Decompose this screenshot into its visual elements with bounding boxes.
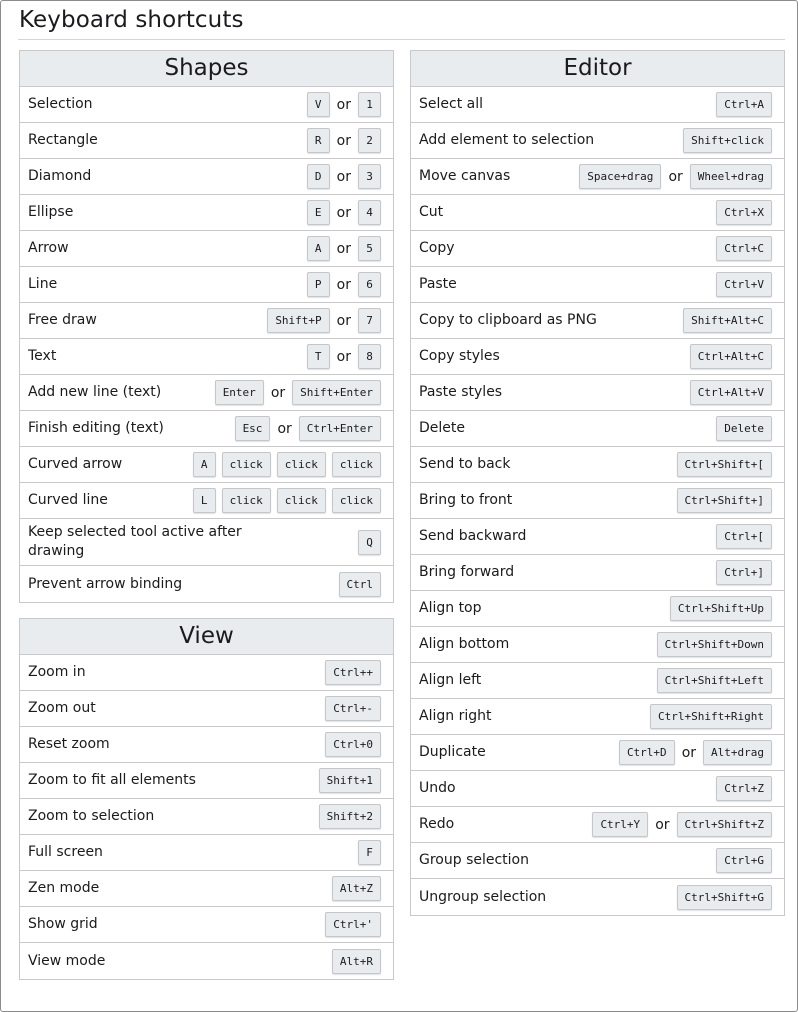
key-badge: Shift+1 (319, 768, 381, 793)
shortcut-row-bring-forward (411, 555, 784, 591)
key-badge: Ctrl (339, 572, 382, 597)
shapes-heading: Shapes (20, 51, 393, 87)
shortcut-row-zoom-in (20, 655, 393, 691)
shortcut-keys (690, 380, 772, 405)
shortcut-keys (332, 949, 381, 974)
shortcut-row-diamond (20, 159, 393, 195)
shortcut-label: Zoom to fit all elements (28, 772, 196, 788)
shortcut-label: Prevent arrow binding (28, 575, 183, 592)
key-badge: D (307, 164, 330, 189)
shortcut-row-prevent-arrow-binding (20, 566, 393, 602)
shortcut-label: Curved arrow (28, 456, 123, 472)
key-badge: Ctrl+X (716, 200, 772, 225)
shortcut-keys (677, 488, 772, 513)
editor-section (410, 50, 785, 916)
key-badge: Ctrl++ (325, 660, 381, 685)
shortcut-row-redo (411, 807, 784, 843)
shortcut-label: Copy to clipboard as PNG (419, 312, 597, 328)
shortcut-row-text (20, 339, 393, 375)
shortcut-label: Select all (419, 96, 483, 112)
shortcut-keys (193, 452, 381, 477)
shortcut-keys (716, 776, 772, 801)
shortcut-row-align-left (411, 663, 784, 699)
or-separator: or (336, 240, 351, 257)
shortcut-keys (358, 530, 381, 555)
shortcut-row-paste (411, 267, 784, 303)
or-separator: or (681, 744, 697, 761)
key-badge: Ctrl+Shift+Down (657, 632, 772, 657)
shortcut-row-select-all (411, 87, 784, 123)
shortcut-row-align-bottom (411, 627, 784, 663)
shortcut-keys (716, 236, 772, 261)
shortcut-keys (657, 668, 772, 693)
or-separator: or (655, 816, 670, 833)
shortcut-row-full-screen (20, 835, 393, 871)
key-badge: Ctrl+Z (716, 776, 772, 801)
key-badge: Ctrl+0 (325, 732, 381, 757)
key-badge: 1 (358, 92, 381, 117)
shortcut-keys (670, 596, 772, 621)
view-heading: View (20, 619, 393, 655)
shortcut-label: Duplicate (419, 744, 486, 760)
shortcut-label: Cut (419, 204, 444, 220)
shortcut-row-cut (411, 195, 784, 231)
shortcut-label: Add element to selection (419, 132, 595, 148)
key-badge: L (193, 488, 216, 513)
key-badge: Ctrl+G (716, 848, 772, 873)
shortcut-label: Send to back (419, 456, 511, 472)
key-badge: V (307, 92, 330, 117)
key-badge: click (332, 452, 381, 477)
key-badge: Shift+2 (319, 804, 381, 829)
or-separator: or (336, 348, 351, 365)
shortcut-label: Line (28, 276, 58, 292)
shortcut-label: Zoom out (28, 700, 96, 716)
shortcut-row-send-to-back (411, 447, 784, 483)
shortcut-keys (267, 308, 381, 333)
or-separator: or (277, 420, 292, 437)
key-badge: Ctrl+[ (716, 524, 772, 549)
shortcut-keys (215, 380, 381, 405)
shortcut-row-curved-arrow (20, 447, 393, 483)
key-badge: Shift+P (267, 308, 329, 333)
shortcut-keys (307, 164, 381, 189)
shortcut-label: Show grid (28, 916, 98, 932)
shortcut-keys (592, 812, 772, 837)
shortcut-row-align-right (411, 699, 784, 735)
shortcut-label: Copy styles (419, 348, 500, 364)
key-badge: R (307, 128, 330, 153)
key-badge: Ctrl+Shift+Left (657, 668, 772, 693)
shortcut-label: Reset zoom (28, 736, 110, 752)
shortcut-label: Rectangle (28, 132, 98, 148)
key-badge: P (307, 272, 330, 297)
shortcut-keys (716, 560, 772, 585)
shortcut-keys (325, 660, 381, 685)
or-separator: or (336, 276, 351, 293)
key-badge: E (307, 200, 330, 225)
shortcut-row-paste-styles (411, 375, 784, 411)
key-badge: A (307, 236, 330, 261)
shortcut-row-zoom-to-selection (20, 799, 393, 835)
key-badge: Esc (235, 416, 271, 441)
shortcut-keys (319, 804, 381, 829)
shortcut-keys (339, 572, 382, 597)
key-badge: Ctrl+V (716, 272, 772, 297)
key-badge: Ctrl+- (325, 696, 381, 721)
shortcut-keys (579, 164, 772, 189)
key-badge: click (277, 452, 326, 477)
shortcut-row-bring-to-front (411, 483, 784, 519)
shortcut-row-send-backward (411, 519, 784, 555)
key-badge: 7 (358, 308, 381, 333)
or-separator: or (336, 168, 351, 185)
shortcut-row-undo (411, 771, 784, 807)
shortcut-row-reset-zoom (20, 727, 393, 763)
shortcut-row-copy-as-png (411, 303, 784, 339)
shortcut-keys (332, 876, 381, 901)
shortcut-row-zoom-out (20, 691, 393, 727)
shortcut-label: Full screen (28, 844, 103, 860)
shortcut-keys (677, 885, 772, 910)
shortcut-row-move-canvas (411, 159, 784, 195)
shortcut-keys (235, 416, 381, 441)
shortcut-label: Group selection (419, 852, 529, 868)
shortcut-row-copy-styles (411, 339, 784, 375)
key-badge: Ctrl+Shift+[ (677, 452, 772, 477)
shortcut-label: Ungroup selection (419, 888, 547, 905)
shortcut-label: Curved line (28, 492, 108, 508)
key-badge: 8 (358, 344, 381, 369)
shortcut-label: Move canvas (419, 168, 511, 184)
shortcut-keys (193, 488, 381, 513)
shortcut-label: Redo (419, 816, 455, 832)
shortcut-keys (683, 308, 772, 333)
key-badge: A (193, 452, 216, 477)
title-divider (18, 39, 785, 40)
shortcut-row-free-draw (20, 303, 393, 339)
shortcut-label: Align bottom (419, 636, 510, 652)
shortcut-keys (716, 524, 772, 549)
shortcut-row-delete (411, 411, 784, 447)
shortcut-label: Zoom to selection (28, 808, 155, 824)
key-badge: Alt+drag (703, 740, 772, 765)
or-separator: or (336, 204, 351, 221)
shortcut-label: Diamond (28, 168, 92, 184)
shortcut-label: Bring to front (419, 492, 513, 508)
shortcut-row-curved-line (20, 483, 393, 519)
shortcut-label: Send backward (419, 528, 527, 544)
key-badge: Ctrl+Shift+G (677, 885, 772, 910)
or-separator: or (668, 168, 683, 185)
shortcut-keys (307, 128, 381, 153)
shortcut-keys (677, 452, 772, 477)
shortcut-label: Paste (419, 276, 457, 292)
shortcut-keys (319, 768, 381, 793)
shortcut-label: Copy (419, 240, 455, 256)
key-badge: Ctrl+Y (592, 812, 648, 837)
shortcut-label: Delete (419, 420, 465, 436)
shortcut-label: Align top (419, 600, 482, 616)
key-badge: Ctrl+D (619, 740, 675, 765)
shortcut-row-selection (20, 87, 393, 123)
shortcut-keys (307, 236, 381, 261)
shortcut-row-group-selection (411, 843, 784, 879)
shortcut-row-ungroup-selection (411, 879, 784, 915)
key-badge: Alt+Z (332, 876, 381, 901)
shortcut-label: Arrow (28, 240, 69, 256)
shortcut-label: Text (28, 348, 57, 364)
shortcut-keys (716, 272, 772, 297)
or-separator: or (336, 96, 351, 113)
shortcut-keys (307, 92, 381, 117)
key-badge: Ctrl+Shift+] (677, 488, 772, 513)
shortcut-label: Keep selected tool active after drawing (28, 524, 242, 559)
key-badge: Ctrl+Alt+C (690, 344, 772, 369)
key-badge: Ctrl+Shift+Right (650, 704, 772, 729)
shortcut-keys (683, 128, 772, 153)
shortcut-row-add-new-line (20, 375, 393, 411)
or-separator: or (336, 312, 351, 329)
shortcut-row-view-mode (20, 943, 393, 979)
shortcut-row-show-grid (20, 907, 393, 943)
shortcut-keys (325, 732, 381, 757)
shortcut-keys (716, 92, 772, 117)
shortcut-keys (716, 848, 772, 873)
key-badge: Ctrl+Alt+V (690, 380, 772, 405)
shortcut-label: Align left (419, 672, 482, 688)
or-separator: or (270, 384, 286, 401)
shortcut-row-arrow (20, 231, 393, 267)
key-badge: Wheel+drag (690, 164, 772, 189)
key-badge: Ctrl+C (716, 236, 772, 261)
key-badge: 5 (358, 236, 381, 261)
shortcut-row-ellipse (20, 195, 393, 231)
shortcut-row-rectangle (20, 123, 393, 159)
view-section (19, 618, 394, 980)
editor-heading: Editor (411, 51, 784, 87)
shortcut-row-add-to-selection (411, 123, 784, 159)
shortcut-row-copy (411, 231, 784, 267)
key-badge: Alt+R (332, 949, 381, 974)
shortcut-row-align-top (411, 591, 784, 627)
or-separator: or (336, 132, 351, 149)
shortcut-label: Paste styles (419, 384, 503, 400)
key-badge: Ctrl+Enter (299, 416, 381, 441)
shortcut-keys (307, 272, 381, 297)
shortcut-label: Zen mode (28, 880, 100, 896)
key-badge: click (332, 488, 381, 513)
shortcut-keys (657, 632, 772, 657)
shortcut-label: Free draw (28, 312, 97, 328)
shortcut-keys (716, 416, 772, 441)
key-badge: click (277, 488, 326, 513)
shortcut-row-zen-mode (20, 871, 393, 907)
key-badge: Shift+Enter (292, 380, 381, 405)
key-badge: T (307, 344, 330, 369)
shortcut-row-keep-tool-active (20, 519, 393, 566)
key-badge: Q (358, 530, 381, 555)
shortcut-keys (325, 696, 381, 721)
key-badge: 4 (358, 200, 381, 225)
shortcut-label: Undo (419, 780, 456, 796)
shortcut-label: Bring forward (419, 564, 515, 580)
key-badge: F (358, 840, 381, 865)
dialog-title: Keyboard shortcuts (19, 7, 244, 33)
key-badge: Ctrl+Shift+Up (670, 596, 772, 621)
shortcut-keys (690, 344, 772, 369)
key-badge: Delete (716, 416, 772, 441)
key-badge: Shift+click (683, 128, 772, 153)
shortcut-row-duplicate (411, 735, 784, 771)
key-badge: Shift+Alt+C (683, 308, 772, 333)
shortcut-row-finish-editing (20, 411, 393, 447)
shortcut-label: Selection (28, 96, 93, 112)
key-badge: Ctrl+Shift+Z (677, 812, 772, 837)
key-badge: click (222, 488, 271, 513)
key-badge: 6 (358, 272, 381, 297)
shortcut-label: Ellipse (28, 204, 74, 220)
shortcut-label: Finish editing (text) (28, 420, 164, 436)
shortcut-label: Zoom in (28, 664, 86, 680)
shortcut-label: View mode (28, 952, 106, 969)
shortcut-keys (325, 912, 381, 937)
shortcut-keys (619, 740, 772, 765)
shapes-section (19, 50, 394, 603)
key-badge: Enter (215, 380, 264, 405)
key-badge: Space+drag (579, 164, 661, 189)
key-badge: 3 (358, 164, 381, 189)
shortcut-row-line (20, 267, 393, 303)
shortcut-keys (307, 200, 381, 225)
key-badge: click (222, 452, 271, 477)
key-badge: Ctrl+A (716, 92, 772, 117)
key-badge: Ctrl+' (325, 912, 381, 937)
shortcut-keys (307, 344, 381, 369)
shortcut-label: Align right (419, 708, 492, 724)
shortcut-row-zoom-to-fit (20, 763, 393, 799)
key-badge: 2 (358, 128, 381, 153)
shortcut-keys (716, 200, 772, 225)
shortcut-keys (358, 840, 381, 865)
shortcut-label: Add new line (text) (28, 384, 162, 400)
shortcut-keys (650, 704, 772, 729)
key-badge: Ctrl+] (716, 560, 772, 585)
